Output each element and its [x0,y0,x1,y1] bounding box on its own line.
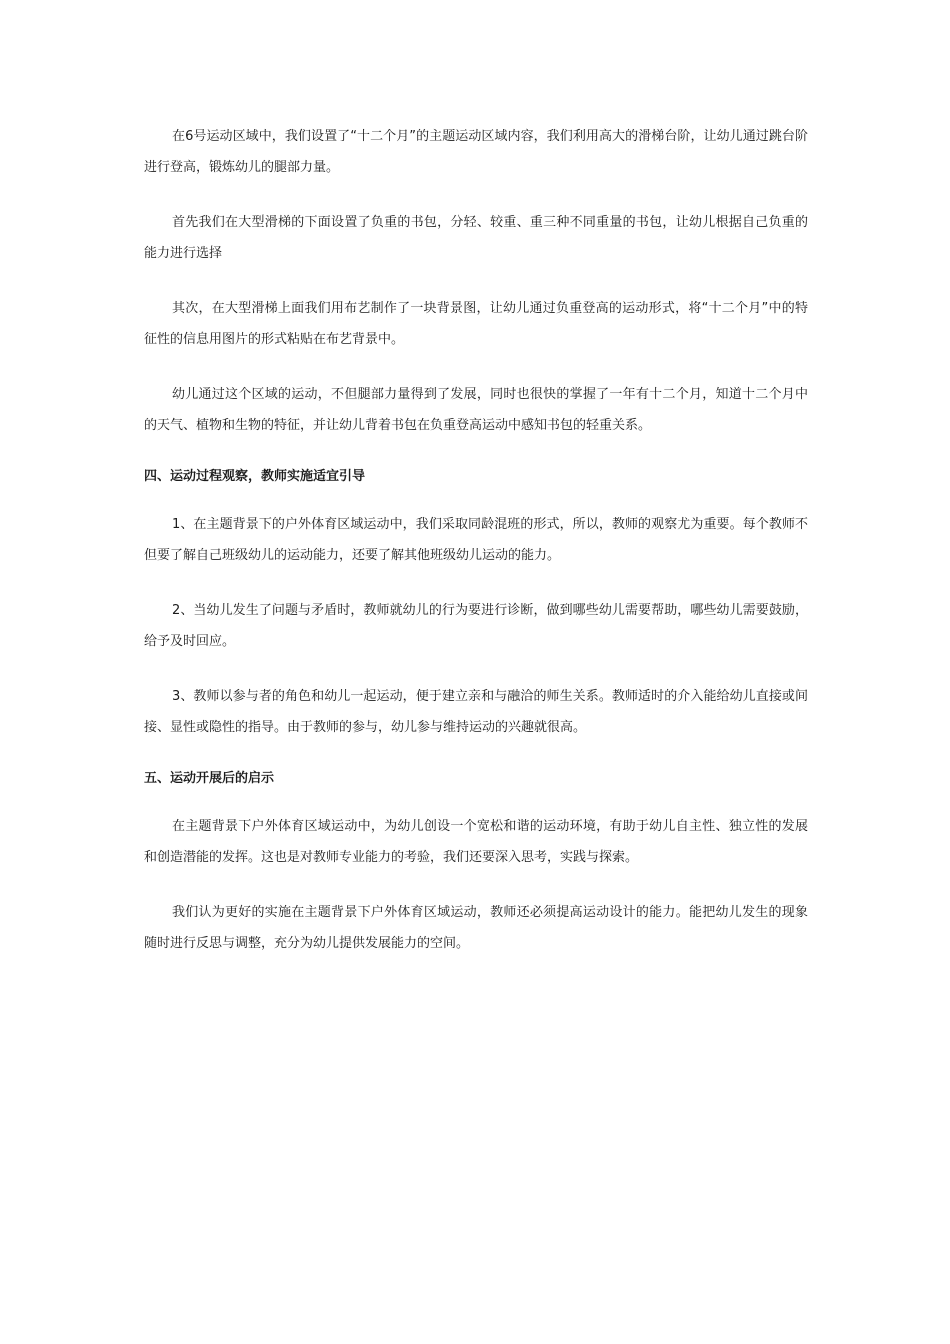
paragraph-observation-1: 1、在主题背景下的户外体育区域运动中，我们采取同龄混班的形式，所以，教师的观察尤为重要。每个教师不但要了解自己班级幼儿的运动能力，还要了解其他班级幼儿运动的能力。 [144,517,808,563]
paragraph-zone-outcome: 幼儿通过这个区域的运动，不但腿部力量得到了发展，同时也很快的掌握了一年有十二个月，知道十二个月中的天气、植物和生物的特征，并让幼儿背着书包在负重登高运动中感知书包的轻重关系。 [144,387,808,433]
paragraph-zone-6-intro: 在6号运动区域中，我们设置了“十二个月”的主题运动区域内容，我们利用高大的滑梯台阶，让幼儿通过跳台阶进行登高，锻炼幼儿的腿部力量。 [144,129,808,175]
section-heading-observation: 四、运动过程观察，教师实施适宜引导 [144,469,366,484]
paragraph-backdrop: 其次，在大型滑梯上面我们用布艺制作了一块背景图，让幼儿通过负重登高的运动形式，将“十二个月”中的特征性的信息用图片的形式粘贴在布艺背景中。 [144,301,808,347]
paragraph-backpack-setup: 首先我们在大型滑梯的下面设置了负重的书包，分轻、较重、重三种不同重量的书包，让幼儿根据自己负重的能力进行选择 [144,215,808,261]
paragraph-insight-1: 在主题背景下户外体育区域运动中，为幼儿创设一个宽松和谐的运动环境，有助于幼儿自主性、独立性的发展和创造潜能的发挥。这也是对教师专业能力的考验，我们还要深入思考，实践与探索。 [144,819,808,865]
paragraph-observation-2: 2、当幼儿发生了问题与矛盾时，教师就幼儿的行为要进行诊断，做到哪些幼儿需要帮助，哪些幼儿需要鼓励，给予及时回应。 [144,603,808,649]
paragraph-insight-2: 我们认为更好的实施在主题背景下户外体育区域运动，教师还必须提高运动设计的能力。能把幼儿发生的现象随时进行反思与调整，充分为幼儿提供发展能力的空间。 [144,905,808,951]
paragraph-observation-3: 3、教师以参与者的角色和幼儿一起运动，便于建立亲和与融洽的师生关系。教师适时的介入能给幼儿直接或间接、显性或隐性的指导。由于教师的参与，幼儿参与维持运动的兴趣就很高。 [144,689,808,735]
section-heading-insights: 五、运动开展后的启示 [144,771,275,786]
document-page [144,121,808,983]
